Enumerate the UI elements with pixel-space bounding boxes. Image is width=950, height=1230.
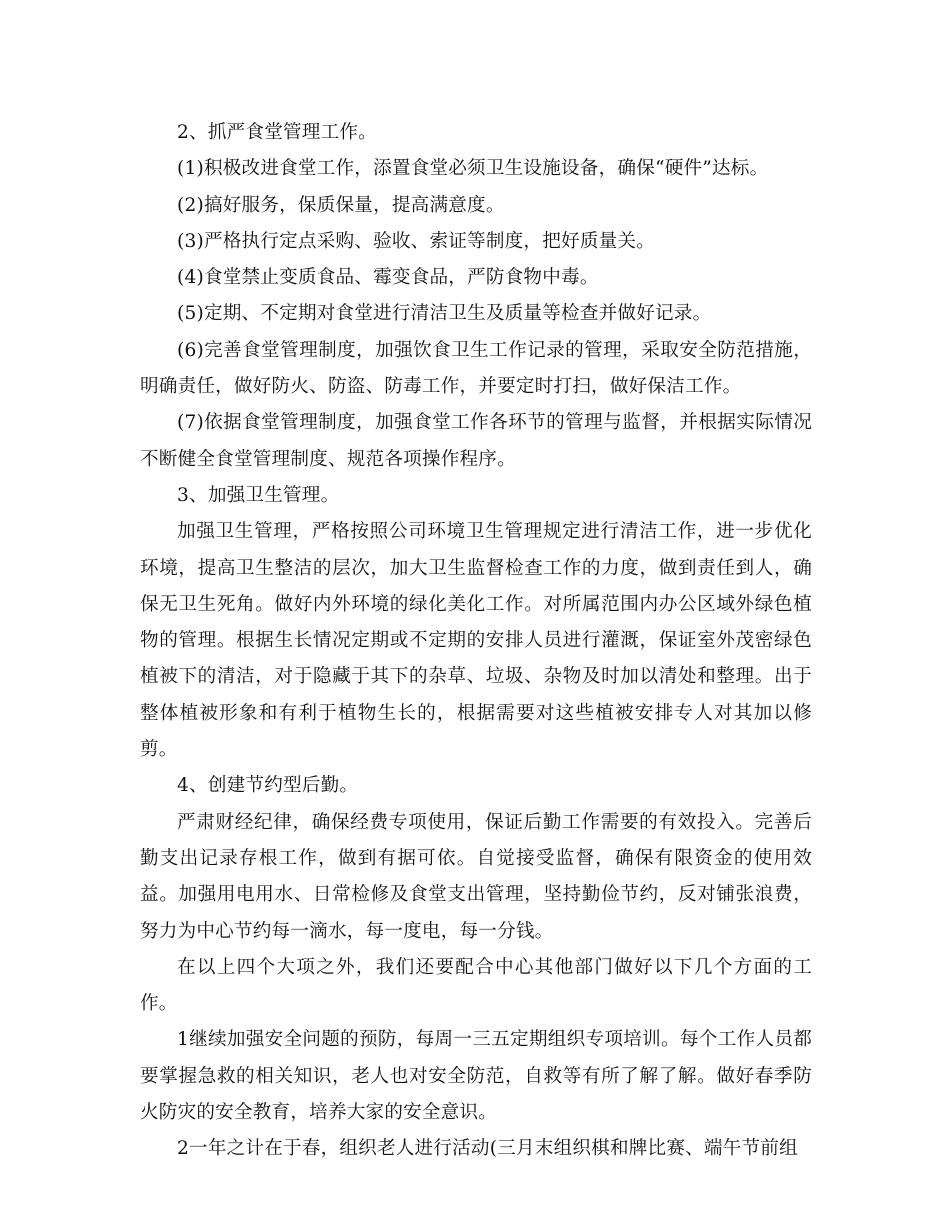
list-item: (1)积极改进食堂工作，添置食堂必须卫生设施设备，确保“硬件”达标。	[177, 158, 769, 180]
list-item: (5)定期、不定期对食堂进行清洁卫生及质量等检查并做好记录。	[177, 303, 712, 325]
body-paragraph: 在以上四个大项之外，我们还要配合中心其他部门做好以下几个方面的工作。	[140, 956, 812, 1015]
section-heading-hygiene: 3、加强卫生管理。	[177, 484, 340, 506]
list-item: (4)食堂禁止变质食品、霉变食品，严防食物中毒。	[177, 267, 599, 289]
list-item: (2)搞好服务，保质保量，提高满意度。	[177, 194, 505, 216]
section-heading-economy: 4、创建节约型后勤。	[177, 775, 359, 797]
section-heading-canteen: 2、抓严食堂管理工作。	[177, 122, 377, 143]
document-body	[140, 115, 812, 1168]
list-item: (7)依据食堂管理制度，加强食堂工作各环节的管理与监督，并根据实际情况不断健全食堂管理制度、规范各项操作程序。	[140, 412, 812, 470]
body-paragraph: 加强卫生管理，严格按照公司环境卫生管理规定进行清洁工作，进一步优化环境，提高卫生整洁的层次，加大卫生监督检查工作的力度，做到责任到人，确保无卫生死角。做好内外环境的绿化美化工作。对所属范围内办公区域外绿色植物的管理。根据生长情况定期或不定期的安排人员进行灌溉，保证室外茂密绿色植被下的清洁，对于隐藏于其下的杂草、垃圾、杂物及时加以清处和整理。出于整体植被形象和有利于植物生长的，根据需要对这些植被安排专人对其加以修剪。	[140, 521, 812, 761]
list-item: (3)严格执行定点采购、验收、索证等制度，把好质量关。	[177, 230, 655, 252]
list-item: (6)完善食堂管理制度，加强饮食卫生工作记录的管理，采取安全防范措施，明确责任，做好防火、防盗、防毒工作，并要定时打扫，做好保洁工作。	[140, 339, 812, 398]
body-paragraph: 1继续加强安全问题的预防，每周一三五定期组织专项培训。每个工作人员都要掌握急救的相关知识，老人也对安全防范，自救等有所了解了解。做好春季防火防灾的安全教育，培养大家的安全意识。	[140, 1029, 812, 1124]
body-paragraph: 2一年之计在于春，组织老人进行活动(三月末组织棋和牌比赛、端午节前组	[177, 1138, 798, 1160]
body-paragraph: 严肃财经纪律，确保经费专项使用，保证后勤工作需要的有效投入。完善后勤支出记录存根工作，做到有据可依。自觉接受监督，确保有限资金的使用效益。加强用电用水、日常检修及食堂支出管理，坚持勤俭节约，反对铺张浪费，努力为中心节约每一滴水，每一度电，每一分钱。	[140, 811, 812, 942]
